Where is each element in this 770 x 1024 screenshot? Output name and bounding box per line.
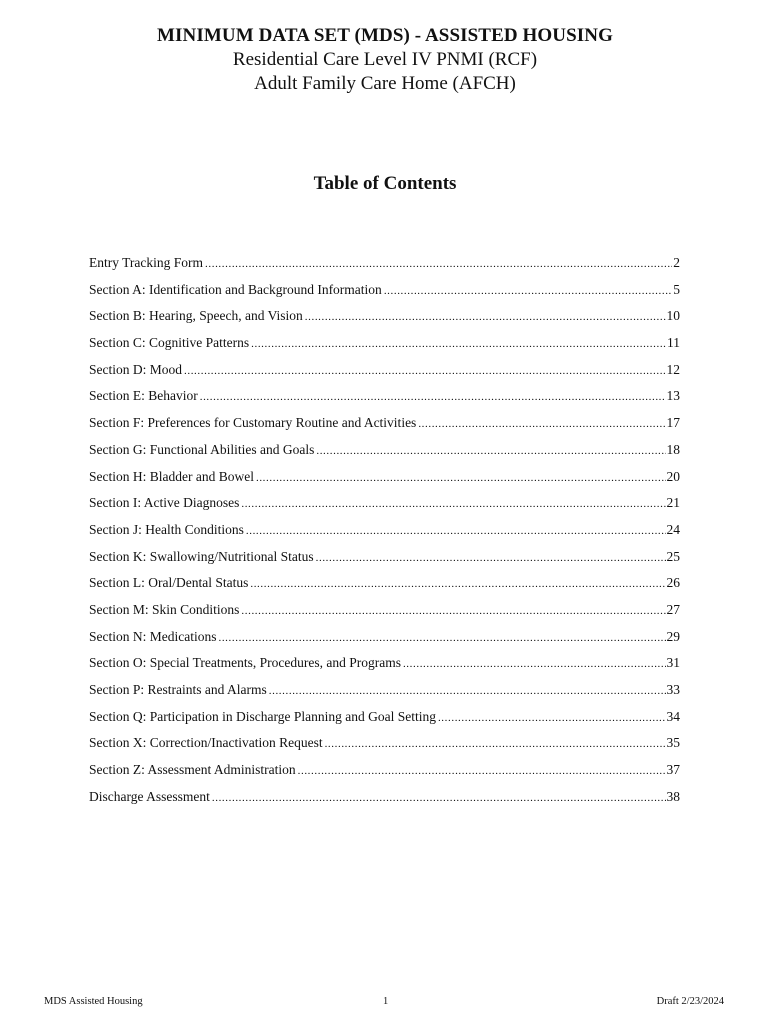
toc-entry-label: Discharge Assessment: [89, 788, 210, 804]
toc-entry-label: Section E: Behavior: [89, 388, 198, 404]
toc-entry-page-number: 17: [666, 415, 680, 431]
toc-entry-label: Section B: Hearing, Speech, and Vision: [89, 308, 303, 324]
toc-entry-label: Section M: Skin Conditions: [89, 601, 240, 617]
toc-entry-page-number: 5: [673, 281, 680, 297]
toc-entry-label: Section L: Oral/Dental Status: [89, 575, 249, 591]
toc-entry-label: Section N: Medications: [89, 628, 217, 644]
toc-entry-page-number: 21: [666, 495, 680, 511]
toc-dot-leader: [269, 685, 666, 697]
toc-entry[interactable]: [89, 282, 680, 309]
toc-entry-page-number: 33: [666, 682, 680, 697]
toc-entry[interactable]: [89, 442, 680, 469]
toc-dot-leader: [205, 258, 672, 270]
document-subtitle-afch: Adult Family Care Home (AFCH): [254, 73, 516, 94]
toc-entry-page-number: 35: [666, 735, 680, 751]
toc-entry[interactable]: [89, 255, 680, 282]
toc-entry-page-number: 12: [666, 361, 680, 377]
toc-dot-leader: [241, 498, 665, 510]
toc-entry[interactable]: [89, 495, 680, 522]
toc-entry[interactable]: [89, 362, 680, 389]
table-of-contents: [89, 255, 680, 815]
toc-dot-leader: [418, 418, 665, 430]
footer-draft-date: Draft 2/23/2024: [656, 996, 724, 1007]
toc-entry-page-number: 27: [666, 601, 680, 617]
toc-entry[interactable]: [89, 629, 680, 656]
toc-entry[interactable]: [89, 335, 680, 362]
toc-entry-page-number: 11: [667, 335, 680, 351]
toc-entry[interactable]: [89, 602, 680, 629]
toc-entry[interactable]: [89, 682, 680, 709]
toc-entry-label: Section H: Bladder and Bowel: [89, 468, 254, 484]
toc-entry[interactable]: [89, 549, 680, 576]
document-title: MINIMUM DATA SET (MDS) - ASSISTED HOUSING: [157, 25, 613, 46]
toc-entry-page-number: 2: [673, 255, 680, 270]
toc-dot-leader: [212, 792, 666, 804]
toc-dot-leader: [241, 605, 665, 617]
toc-entry-page-number: 24: [666, 521, 680, 537]
toc-dot-leader: [384, 285, 672, 297]
toc-entry-label: Section X: Correction/Inactivation Request: [89, 735, 323, 751]
toc-dot-leader: [256, 472, 666, 484]
toc-entry[interactable]: [89, 308, 680, 335]
toc-heading: Table of Contents: [313, 173, 457, 194]
toc-entry[interactable]: [89, 522, 680, 549]
toc-dot-leader: [200, 391, 666, 403]
toc-entry-label: Section K: Swallowing/Nutritional Status: [89, 548, 314, 564]
toc-dot-leader: [246, 525, 666, 537]
toc-entry-page-number: 25: [666, 548, 680, 564]
document-subtitle-rcf: Residential Care Level IV PNMI (RCF): [232, 49, 538, 70]
toc-entry-label: Section C: Cognitive Patterns: [89, 335, 250, 351]
toc-entry-label: Section D: Mood: [89, 361, 182, 377]
toc-entry[interactable]: [89, 655, 680, 682]
toc-entry-page-number: 18: [666, 441, 680, 457]
toc-entry-page-number: 31: [666, 655, 680, 671]
toc-entry-label: Section Z: Assessment Administration: [89, 762, 296, 778]
toc-entry-label: Section G: Functional Abilities and Goals: [89, 441, 315, 457]
toc-entry-page-number: 10: [666, 308, 680, 324]
toc-dot-leader: [316, 445, 665, 457]
toc-entry-label: Section I: Active Diagnoses: [89, 495, 240, 511]
toc-dot-leader: [250, 578, 665, 590]
toc-entry-label: Section J: Health Conditions: [89, 521, 244, 537]
toc-entry-label: Entry Tracking Form: [89, 255, 204, 270]
toc-entry-page-number: 13: [666, 388, 680, 404]
footer-document-name: MDS Assisted Housing: [44, 996, 143, 1007]
toc-entry[interactable]: [89, 469, 680, 496]
toc-entry-page-number: 38: [666, 788, 680, 804]
toc-entry-label: Section P: Restraints and Alarms: [89, 682, 267, 697]
toc-entry-page-number: 29: [666, 628, 680, 644]
toc-entry-label: Section F: Preferences for Customary Routine and Activities: [89, 415, 417, 431]
page-footer: [0, 996, 770, 1012]
toc-dot-leader: [403, 658, 666, 670]
toc-entry[interactable]: [89, 388, 680, 415]
toc-entry[interactable]: [89, 789, 680, 816]
toc-dot-leader: [316, 552, 666, 564]
toc-entry-page-number: 20: [666, 468, 680, 484]
toc-dot-leader: [325, 738, 666, 750]
toc-entry-page-number: 34: [666, 708, 680, 724]
toc-entry[interactable]: [89, 415, 680, 442]
toc-dot-leader: [251, 338, 666, 350]
toc-entry-label: Section O: Special Treatments, Procedures, and Programs: [89, 655, 401, 671]
toc-dot-leader: [305, 311, 666, 323]
toc-entry-page-number: 26: [666, 575, 680, 591]
toc-dot-leader: [184, 365, 666, 377]
toc-entry-label: Section A: Identification and Background Information: [89, 281, 382, 297]
toc-entry-page-number: 37: [666, 762, 680, 778]
document-header: [0, 24, 770, 96]
toc-dot-leader: [298, 765, 666, 777]
toc-entry[interactable]: [89, 735, 680, 762]
toc-entry[interactable]: [89, 762, 680, 789]
toc-dot-leader: [438, 712, 666, 724]
toc-entry[interactable]: [89, 709, 680, 736]
toc-entry[interactable]: [89, 575, 680, 602]
toc-dot-leader: [218, 632, 665, 644]
footer-page-number: 1: [383, 996, 389, 1007]
toc-entry-label: Section Q: Participation in Discharge Planning and Goal Setting: [89, 708, 436, 724]
